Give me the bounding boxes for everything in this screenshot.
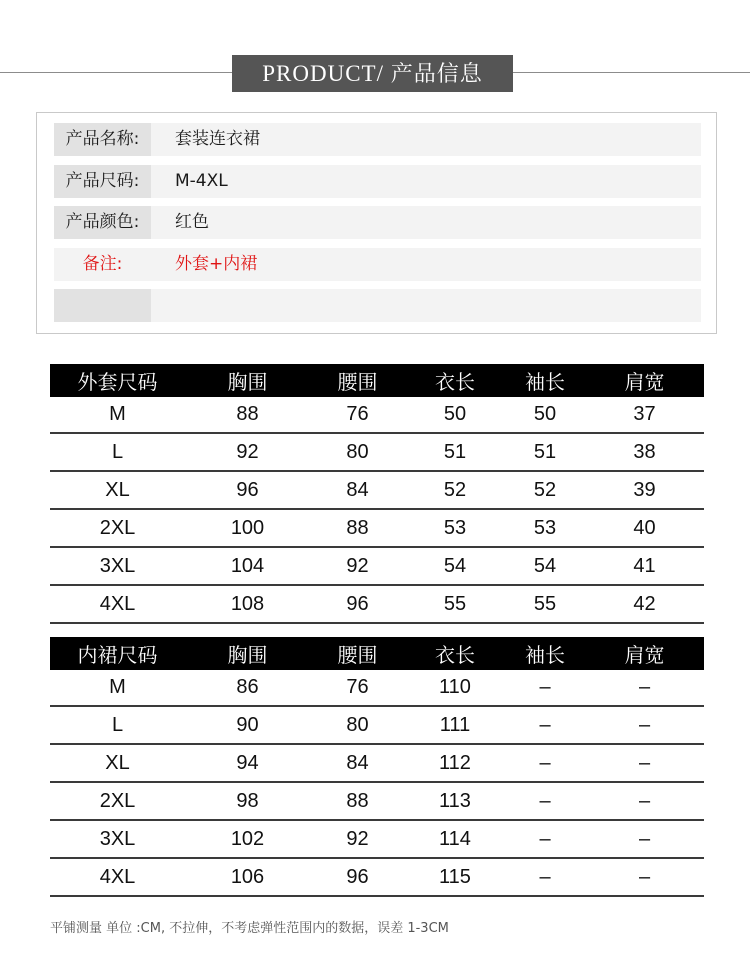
table-row	[50, 670, 704, 706]
table-cell: –	[505, 858, 585, 896]
table-cell: 113	[405, 782, 505, 820]
table-cell: 4XL	[50, 585, 185, 623]
info-label: 产品尺码:	[54, 165, 151, 198]
table-cell: 88	[310, 782, 405, 820]
table-cell: 40	[585, 509, 704, 547]
table-cell: 53	[405, 509, 505, 547]
column-header: 衣长	[405, 637, 505, 670]
column-header: 袖长	[505, 364, 585, 397]
table-cell: –	[585, 782, 704, 820]
column-header: 胸围	[185, 637, 310, 670]
table-cell: XL	[50, 744, 185, 782]
column-header: 腰围	[310, 637, 405, 670]
table-cell: 50	[405, 397, 505, 433]
column-header: 衣长	[405, 364, 505, 397]
table-cell: 55	[505, 585, 585, 623]
table-cell: 92	[310, 820, 405, 858]
table-cell: 108	[185, 585, 310, 623]
table-cell: M	[50, 397, 185, 433]
column-header: 胸围	[185, 364, 310, 397]
table-cell: 51	[405, 433, 505, 471]
table-cell: 100	[185, 509, 310, 547]
table-cell: 76	[310, 670, 405, 706]
table-cell: 112	[405, 744, 505, 782]
table-cell: –	[585, 820, 704, 858]
table-cell: L	[50, 433, 185, 471]
table-row	[50, 471, 704, 509]
info-value: 红色	[175, 212, 209, 232]
table-cell: 3XL	[50, 547, 185, 585]
table-cell: –	[585, 744, 704, 782]
table-cell: –	[585, 858, 704, 896]
info-value: M-4XL	[175, 171, 228, 191]
column-header: 肩宽	[585, 364, 704, 397]
info-label: 产品名称:	[54, 123, 151, 156]
section-title-en: PRODUCT/	[262, 61, 384, 86]
table-cell: 111	[405, 706, 505, 744]
info-label: 产品颜色:	[54, 206, 151, 239]
table-row	[50, 433, 704, 471]
table-cell: 4XL	[50, 858, 185, 896]
table-cell: 80	[310, 706, 405, 744]
table-cell: 84	[310, 471, 405, 509]
table-cell: 115	[405, 858, 505, 896]
table-row	[50, 744, 704, 782]
table-cell: 3XL	[50, 820, 185, 858]
table-cell: –	[505, 782, 585, 820]
table-cell: XL	[50, 471, 185, 509]
table-cell: 51	[505, 433, 585, 471]
table-cell: 88	[310, 509, 405, 547]
table-row	[50, 585, 704, 623]
table-cell: 2XL	[50, 782, 185, 820]
table-row	[50, 397, 704, 433]
outer-size-table	[50, 364, 704, 624]
table-header-row	[50, 364, 704, 397]
inner-size-table	[50, 637, 704, 897]
table-cell: 52	[505, 471, 585, 509]
info-label	[54, 289, 151, 322]
table-row	[50, 820, 704, 858]
table-cell: L	[50, 706, 185, 744]
column-header: 内裙尺码	[50, 637, 185, 670]
table-cell: 106	[185, 858, 310, 896]
table-cell: 54	[405, 547, 505, 585]
table-cell: 96	[310, 585, 405, 623]
table-header-row	[50, 637, 704, 670]
table-cell: 53	[505, 509, 585, 547]
section-title-cn: 产品信息	[390, 62, 483, 87]
table-cell: 96	[185, 471, 310, 509]
table-cell: 55	[405, 585, 505, 623]
table-cell: 86	[185, 670, 310, 706]
table-cell: 90	[185, 706, 310, 744]
table-cell: 52	[405, 471, 505, 509]
table-row	[50, 782, 704, 820]
table-cell: 84	[310, 744, 405, 782]
info-row-color	[54, 206, 701, 239]
table-cell: 92	[310, 547, 405, 585]
info-row-name	[54, 123, 701, 156]
table-cell: 94	[185, 744, 310, 782]
info-value: 外套+内裙	[175, 254, 258, 274]
table-cell: 88	[185, 397, 310, 433]
column-header: 袖长	[505, 637, 585, 670]
table-row	[50, 858, 704, 896]
table-cell: 98	[185, 782, 310, 820]
table-row	[50, 706, 704, 744]
table-cell: 37	[585, 397, 704, 433]
column-header: 外套尺码	[50, 364, 185, 397]
table-cell: 39	[585, 471, 704, 509]
table-cell: 114	[405, 820, 505, 858]
column-header: 腰围	[310, 364, 405, 397]
table-cell: 50	[505, 397, 585, 433]
info-row-note	[54, 248, 701, 281]
table-cell: –	[505, 706, 585, 744]
info-value: 套装连衣裙	[175, 129, 260, 149]
table-cell: 104	[185, 547, 310, 585]
table-cell: 80	[310, 433, 405, 471]
table-cell: 2XL	[50, 509, 185, 547]
table-cell: 41	[585, 547, 704, 585]
table-cell: –	[585, 670, 704, 706]
table-cell: –	[505, 820, 585, 858]
info-label: 备注:	[54, 248, 151, 281]
table-cell: 76	[310, 397, 405, 433]
table-cell: M	[50, 670, 185, 706]
table-cell: 38	[585, 433, 704, 471]
table-cell: 102	[185, 820, 310, 858]
section-title	[232, 55, 513, 92]
info-row-empty	[54, 289, 701, 322]
column-header: 肩宽	[585, 637, 704, 670]
table-cell: 92	[185, 433, 310, 471]
table-cell: –	[505, 670, 585, 706]
measurement-note: 平铺测量 单位 :CM, 不拉伸，不考虑弹性范围内的数据，误差 1-3CM	[50, 921, 449, 936]
product-info-box	[36, 112, 717, 334]
table-row	[50, 509, 704, 547]
table-cell: –	[585, 706, 704, 744]
table-cell: 96	[310, 858, 405, 896]
table-cell: 42	[585, 585, 704, 623]
info-row-size	[54, 165, 701, 198]
table-cell: 110	[405, 670, 505, 706]
table-row	[50, 547, 704, 585]
table-cell: 54	[505, 547, 585, 585]
table-cell: –	[505, 744, 585, 782]
